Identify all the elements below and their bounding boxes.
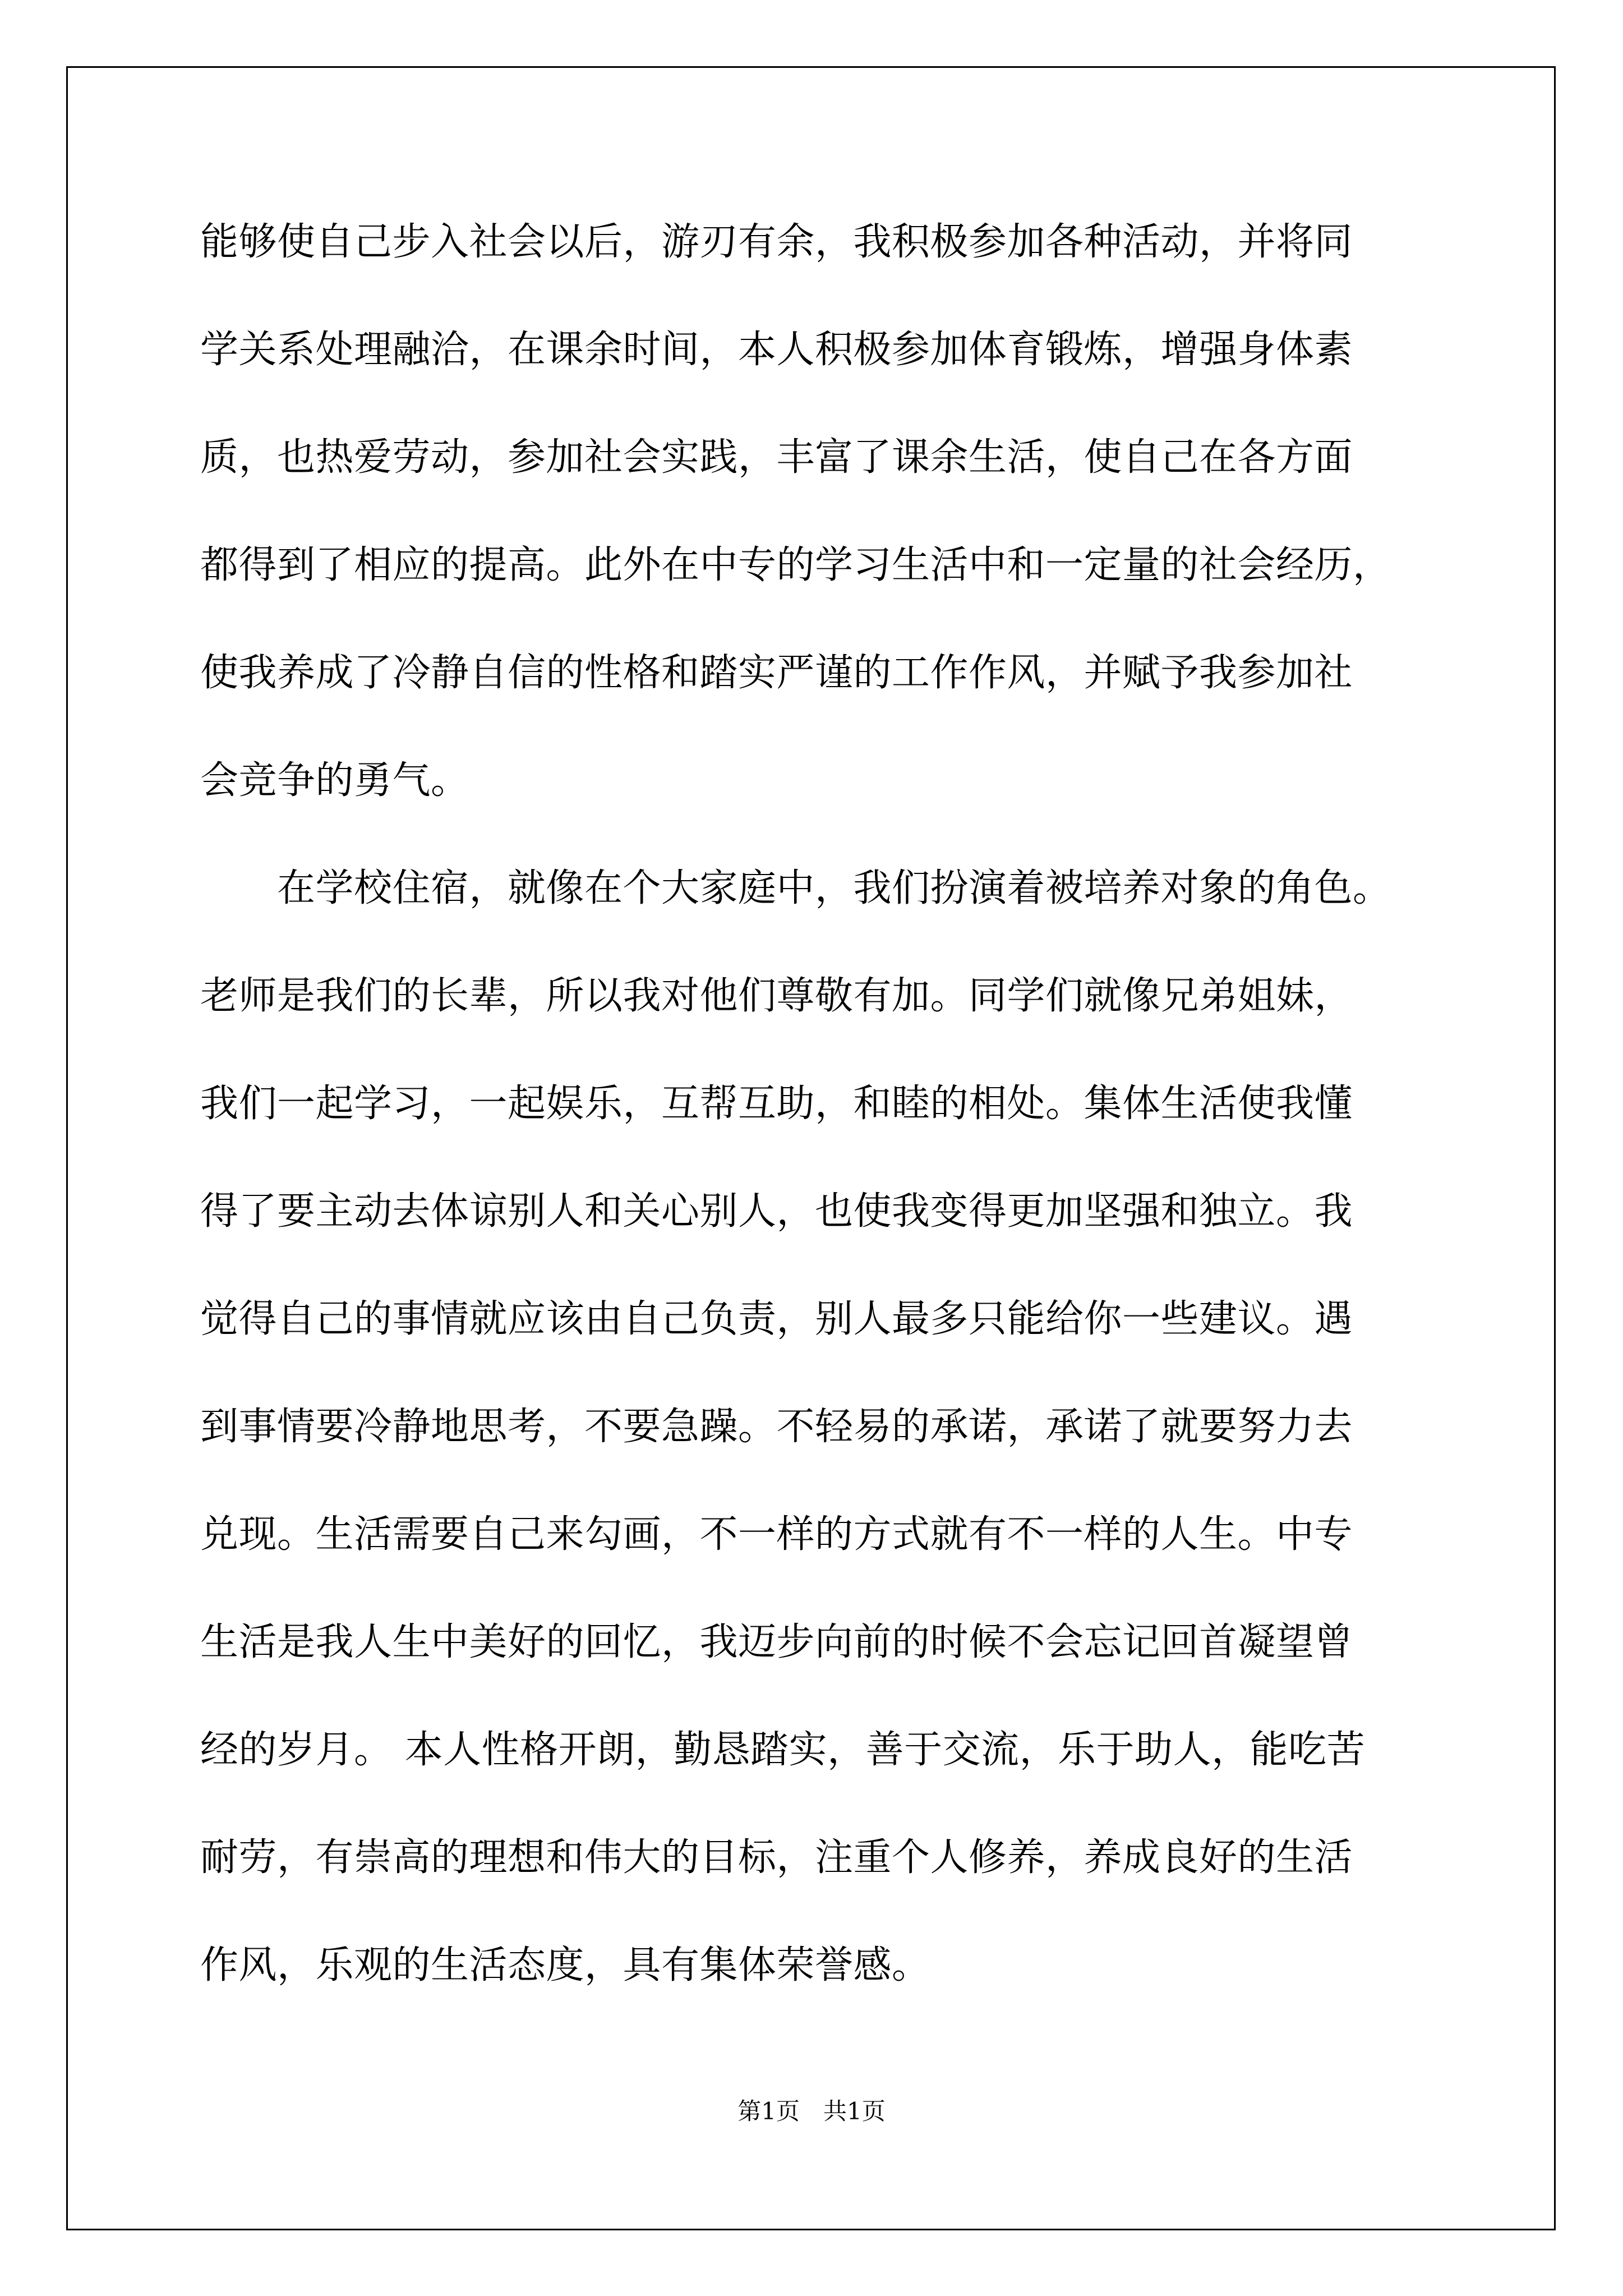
text-line: 在学校住宿，就像在个大家庭中，我们扮演着被培养对象的角色。 <box>200 866 1391 910</box>
text-line: 兑现。生活需要自己来勾画，不一样的方式就有不一样的人生。中专 <box>200 1512 1353 1557</box>
text-line: 耐劳，有崇高的理想和伟大的目标，注重个人修养，养成良好的生活 <box>200 1835 1353 1880</box>
text-line: 到事情要冷静地思考，不要急躁。不轻易的承诺，承诺了就要努力去 <box>200 1405 1353 1449</box>
text-line: 生活是我人生中美好的回忆，我迈步向前的时候不会忘记回首凝望曾 <box>200 1620 1353 1664</box>
page-footer: 第1页 共1页 <box>737 2097 886 2125</box>
document-body <box>200 213 1434 2044</box>
text-line: 质，也热爱劳动，参加社会实践，丰富了课余生活，使自己在各方面 <box>200 435 1353 480</box>
text-line: 我们一起学习，一起娱乐，互帮互助，和睦的相处。集体生活使我懂 <box>200 1082 1353 1126</box>
text-line: 会竞争的勇气。 <box>200 758 469 803</box>
text-line: 老师是我们的长辈，所以我对他们尊敬有加。同学们就像兄弟姐妹， <box>200 974 1353 1018</box>
text-line: 都得到了相应的提高。此外在中专的学习生活中和一定量的社会经历， <box>200 543 1391 587</box>
text-line: 能够使自己步入社会以后，游刃有余，我积极参加各种活动，并将同 <box>200 220 1353 264</box>
text-line: 经的岁月。 本人性格开朗，勤恳踏实，善于交流，乐于助人，能吃苦 <box>200 1728 1366 1772</box>
text-line: 觉得自己的事情就应该由自己负责，别人最多只能给你一些建议。遇 <box>200 1297 1353 1341</box>
text-line: 作风，乐观的生活态度，具有集体荣誉感。 <box>200 1943 930 1987</box>
text-line: 学关系处理融洽，在课余时间，本人积极参加体育锻炼，增强身体素 <box>200 328 1353 372</box>
text-line: 得了要主动去体谅别人和关心别人，也使我变得更加坚强和独立。我 <box>200 1189 1353 1234</box>
text-line: 使我养成了冷静自信的性格和踏实严谨的工作作风，并赋予我参加社 <box>200 651 1353 695</box>
